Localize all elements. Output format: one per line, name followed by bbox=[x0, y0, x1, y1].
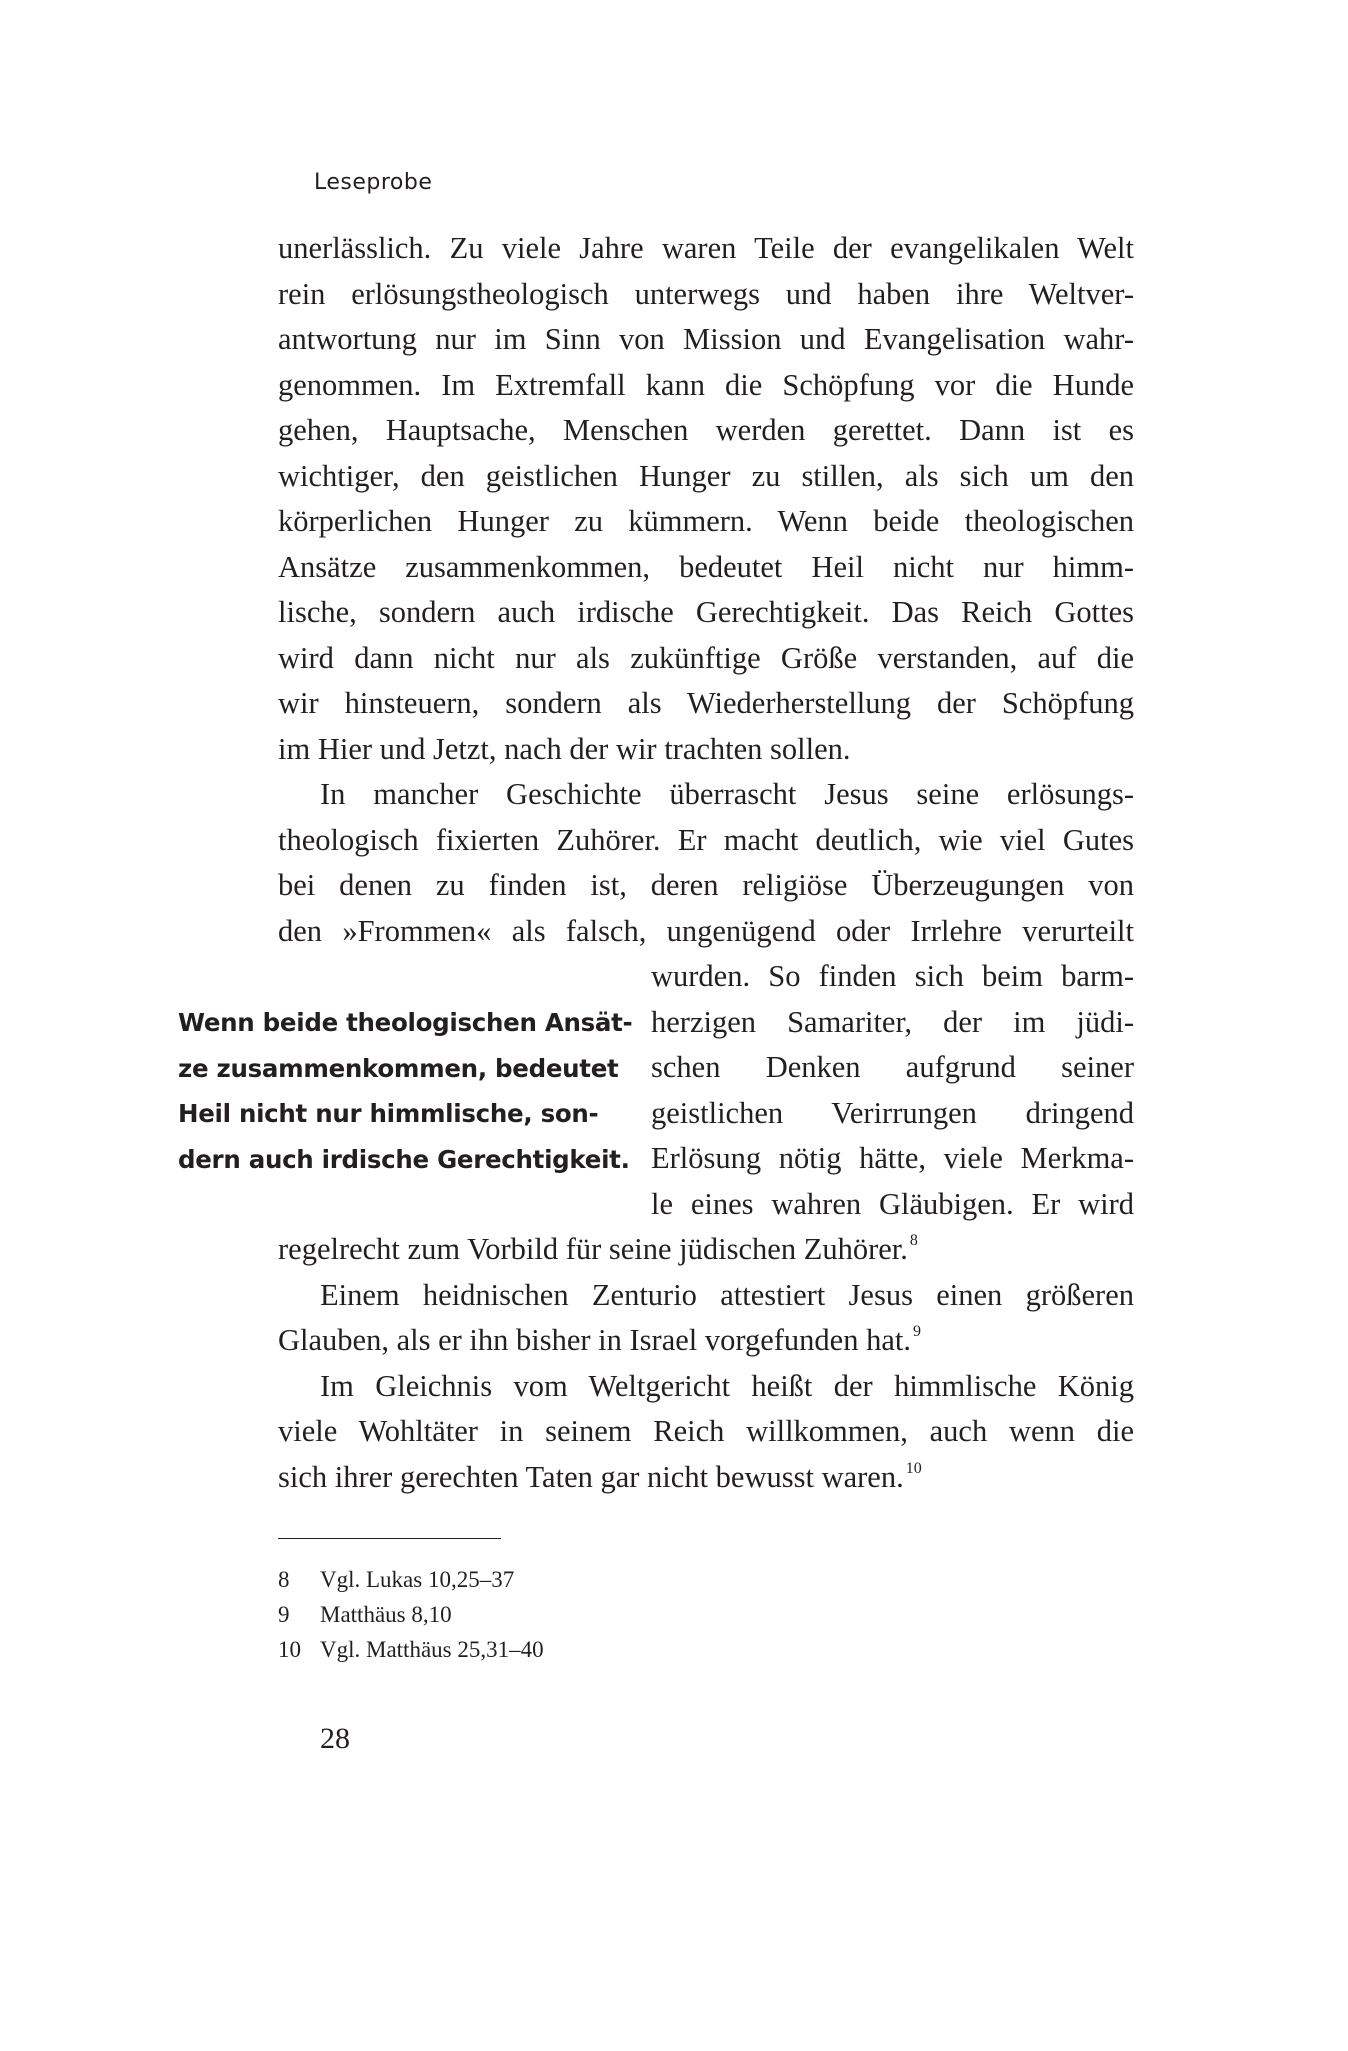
text-line: wir hinsteuern, sondern als Wiederherstellung der Schöpfung bbox=[278, 686, 1134, 720]
text-line: herzigen Samariter, der im jüdi- bbox=[651, 1004, 1134, 1039]
footnote-text: Matthäus 8,10 bbox=[320, 1602, 452, 1627]
text-segment: Glauben, als er ihn bisher in Israel vorgefunden hat. bbox=[278, 1323, 911, 1357]
text-line: genommen. Im Extremfall kann die Schöpfung vor die Hunde bbox=[278, 367, 1134, 402]
pull-quote-line: Wenn beide theologischen Ansät- bbox=[178, 1008, 633, 1037]
text-line bbox=[278, 1318, 1134, 1364]
body-paragraph-bottom bbox=[278, 1227, 1134, 1500]
pull-quote-line: Heil nicht nur himmlische, son- bbox=[178, 1099, 599, 1128]
text-line: viele Wohltäter in seinem Reich willkommen, auch wenn die bbox=[278, 1414, 1134, 1448]
text-line: Ansätze zusammenkommen, bedeutet Heil nicht nur himm- bbox=[278, 549, 1134, 584]
text-line: wird dann nicht nur als zukünftige Größe verstanden, auf die bbox=[278, 640, 1134, 675]
text-line: wichtiger, den geistlichen Hunger zu stillen, als sich um den bbox=[278, 458, 1134, 493]
footnote-divider bbox=[278, 1538, 501, 1539]
text-line bbox=[278, 1455, 1134, 1501]
text-line: unerlässlich. Zu viele Jahre waren Teile der evangelikalen Welt bbox=[278, 231, 1134, 265]
text-line bbox=[278, 1227, 1134, 1273]
pull-quote-line: ze zusammenkommen, bedeutet bbox=[178, 1053, 619, 1083]
text-line: rein erlösungstheologisch unterwegs und haben ihre Weltver- bbox=[278, 276, 1134, 311]
text-segment: regelrecht zum Vorbild für seine jüdischen Zuhörer. bbox=[278, 1232, 908, 1266]
text-line: im Hier und Jetzt, nach der wir trachten sollen. bbox=[278, 731, 851, 766]
text-line: bei denen zu finden ist, deren religiöse Überzeugungen von bbox=[278, 868, 1134, 902]
body-paragraph-right-column bbox=[651, 954, 1134, 1227]
text-line: gehen, Hauptsache, Menschen werden gerettet. Dann ist es bbox=[278, 413, 1134, 447]
body-paragraph-middle bbox=[278, 772, 1134, 954]
text-line: In mancher Geschichte überrascht Jesus seine erlösungs- bbox=[320, 777, 1134, 811]
footnote-item bbox=[278, 1597, 544, 1632]
text-line: wurden. So finden sich beim barm- bbox=[651, 959, 1134, 993]
footnote-text: Vgl. Lukas 10,25–37 bbox=[320, 1567, 515, 1592]
footnote-number: 9 bbox=[278, 1602, 290, 1627]
text-line: körperlichen Hunger zu kümmern. Wenn beide theologischen bbox=[278, 504, 1134, 538]
text-line: lische, sondern auch irdische Gerechtigkeit. Das Reich Gottes bbox=[278, 595, 1134, 629]
footnote-item bbox=[278, 1562, 544, 1597]
footnote-marker[interactable]: 9 bbox=[912, 1323, 921, 1340]
page-number: 28 bbox=[320, 1722, 350, 1755]
running-header: Leseprobe bbox=[314, 170, 433, 195]
text-line: theologisch fixierten Zuhörer. Er macht deutlich, wie viel Gutes bbox=[278, 822, 1134, 857]
footnote-number: 8 bbox=[278, 1567, 290, 1592]
footnote-number: 10 bbox=[278, 1637, 301, 1662]
pull-quote-line: dern auch irdische Gerechtigkeit. bbox=[178, 1144, 630, 1174]
footnotes bbox=[278, 1562, 544, 1667]
text-line: Im Gleichnis vom Weltgericht heißt der himmlische König bbox=[320, 1368, 1134, 1403]
footnote-text: Vgl. Matthäus 25,31–40 bbox=[320, 1637, 544, 1662]
text-line: Erlösung nötig hätte, viele Merkma- bbox=[651, 1141, 1134, 1175]
text-line: le eines wahren Gläubigen. Er wird bbox=[651, 1186, 1134, 1221]
text-line: Einem heidnischen Zenturio attestiert Jesus einen größeren bbox=[320, 1277, 1134, 1312]
text-line: schen Denken aufgrund seiner bbox=[651, 1050, 1134, 1084]
text-segment: sich ihrer gerechten Taten gar nicht bewusst waren. bbox=[278, 1459, 904, 1494]
footnote-marker[interactable]: 10 bbox=[905, 1459, 922, 1477]
footnote-item bbox=[278, 1632, 544, 1667]
text-line: geistlichen Verirrungen dringend bbox=[651, 1095, 1134, 1130]
body-paragraph-top bbox=[278, 226, 1134, 772]
footnote-marker[interactable]: 8 bbox=[909, 1232, 918, 1249]
text-line: den »Frommen« als falsch, ungenügend oder Irrlehre verurteilt bbox=[278, 913, 1134, 948]
text-line: antwortung nur im Sinn von Mission und Evangelisation wahr- bbox=[278, 322, 1134, 356]
pull-quote bbox=[178, 1000, 633, 1182]
